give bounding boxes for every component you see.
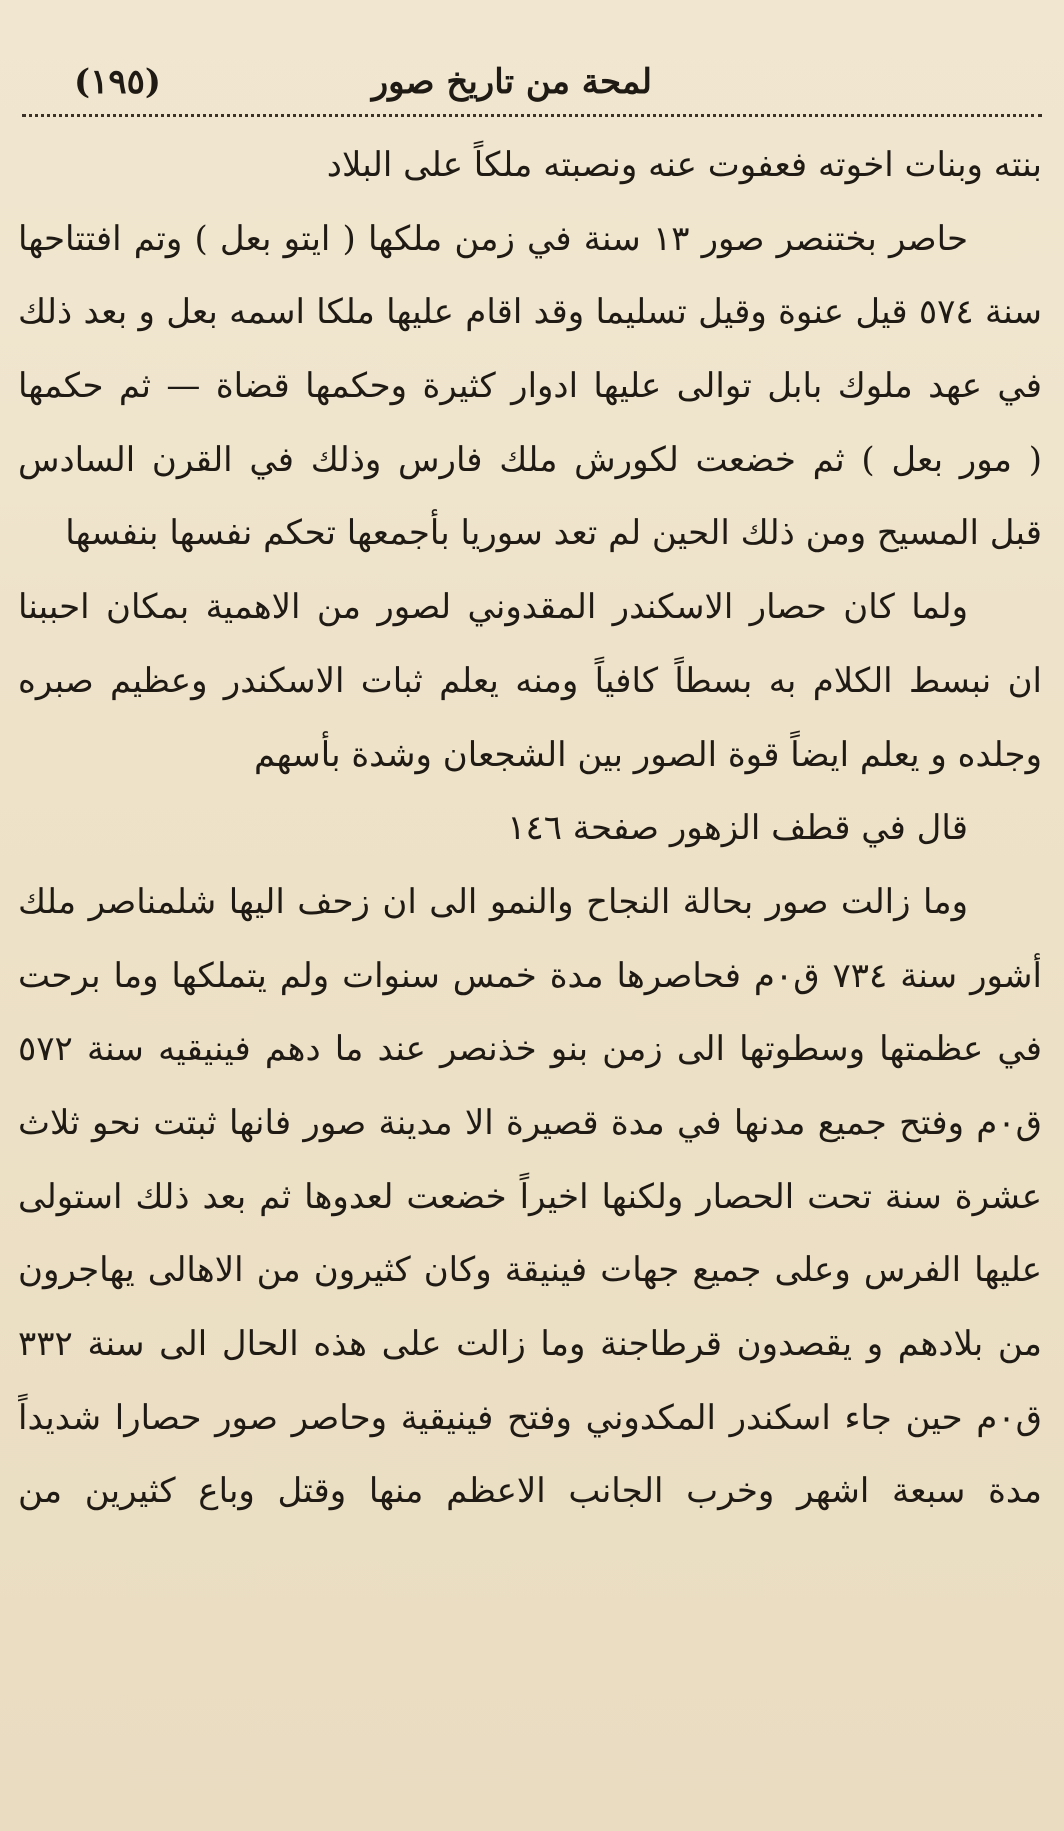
text-line: وما زالت صور بحالة النجاح والنمو الى ان زحف اليها شلمناصر ملك xyxy=(18,881,968,922)
page-header xyxy=(18,50,1042,106)
text-line: في عهد ملوك بابل توالى عليها ادوار كثيرة وحكمها قضاة — ثم حكمها xyxy=(18,366,1042,407)
text-line: حاصر بختنصر صور ١٣ سنة في زمن ملكها ( ايتو بعل ) وتم افتتاحها xyxy=(18,218,968,259)
text-line: من بلادهم و يقصدون قرطاجنة وما زالت على هذه الحال الى سنة ٣٣٢ xyxy=(18,1324,1042,1364)
text-line: عشرة سنة تحت الحصار ولكنها اخيراً خضعت لعدوها ثم بعد ذلك استولى xyxy=(18,1176,1042,1217)
text-line: قال في قطف الزهور صفحة ١٤٦ xyxy=(507,808,968,849)
text-line: أشور سنة ٧٣٤ ق٠م فحاصرها مدة خمس سنوات ولم يتملكها وما برحت xyxy=(18,955,1042,996)
running-title: لمحة من تاريخ صور xyxy=(371,62,652,102)
text-line: ( مور بعل ) ثم خضعت لكورش ملك فارس وذلك في القرن السادس xyxy=(18,439,1042,480)
text-line: بنته وبنات اخوته فعفوت عنه ونصبته ملكاً على البلاد xyxy=(326,145,1042,185)
page-number: (١٩٥) xyxy=(74,62,161,102)
text-line: سنة ٥٧٤ قيل عنوة وقيل تسليما وقد اقام عليها ملكا اسمه بعل و بعد ذلك xyxy=(18,292,1042,333)
body-text xyxy=(18,129,1042,1529)
text-line: ولما كان حصار الاسكندر المقدوني لصور من الاهمية بمكان احببنا xyxy=(18,587,968,628)
text-line: مدة سبعة اشهر وخرب الجانب الاعظم منها وقتل وباع كثيرين من xyxy=(18,1471,1042,1512)
text-line: وجلده و يعلم ايضاً قوة الصور بين الشجعان وشدة بأسهم xyxy=(253,734,1042,775)
text-line: في عظمتها وسطوتها الى زمن بنو خذنصر عند ما دهم فينيقيه سنة ٥٧٢ xyxy=(18,1029,1042,1070)
header-divider xyxy=(22,114,1042,117)
text-line: ق٠م وفتح جميع مدنها في مدة قصيرة الا مدينة صور فانها ثبتت نحو ثلاث xyxy=(18,1102,1042,1143)
text-line: ق٠م حين جاء اسكندر المكدوني وفتح فينيقية وحاصر صور حصارا شديداً xyxy=(18,1397,1042,1438)
text-line: عليها الفرس وعلى جميع جهات فينيقة وكان كثيرون من الاهالى يهاجرون xyxy=(18,1250,1042,1291)
text-line: قبل المسيح ومن ذلك الحين لم تعد سوريا بأجمعها تحكم نفسها بنفسها xyxy=(65,513,1042,554)
text-line: ان نبسط الكلام به بسطاً كافياً ومنه يعلم ثبات الاسكندر وعظيم صبره xyxy=(18,660,1042,701)
